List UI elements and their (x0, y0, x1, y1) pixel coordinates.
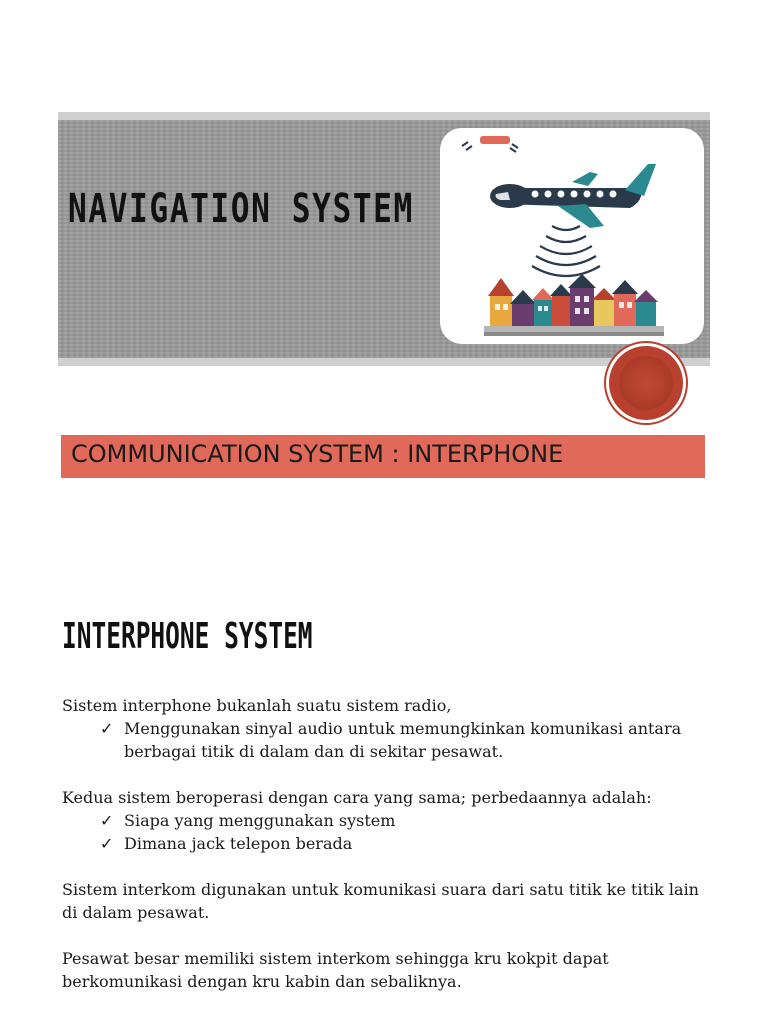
list-item (100, 809, 702, 832)
checklist-1 (62, 717, 702, 763)
paragraph-2: Kedua sistem beroperasi dengan cara yang sama; perbedaannya adalah: (62, 788, 652, 807)
paragraph-3: Sistem interkom digunakan untuk komunikasi suara dari satu titik ke titik lain di dalam pesawat. (62, 880, 699, 922)
radio-waves-icon (532, 226, 600, 276)
airplane-icon (490, 164, 656, 228)
list-item (100, 832, 702, 855)
section-header-label: COMMUNICATION SYSTEM : INTERPHONE (71, 440, 564, 468)
page-title: NAVIGATION SYSTEM (68, 186, 414, 232)
check-icon: ✓ (100, 719, 114, 738)
list-item (100, 717, 702, 763)
paragraph-1: Sistem interphone bukanlah suatu sistem radio, (62, 696, 452, 715)
airplane-illustration (440, 128, 704, 344)
section-header-bar (61, 435, 705, 478)
title-banner (58, 112, 710, 366)
banner-top-strip (58, 112, 710, 120)
content-body (62, 694, 702, 993)
content-heading: INTERPHONE SYSTEM (62, 616, 313, 657)
list-item-text: Siapa yang menggunakan system (124, 811, 396, 830)
check-icon: ✓ (100, 834, 114, 853)
signal-tag-icon (480, 136, 510, 144)
signal-left-icon (462, 142, 472, 150)
check-icon: ✓ (100, 811, 114, 830)
town-icon (484, 274, 664, 336)
checklist-2 (62, 809, 702, 855)
banner-bottom-strip (58, 358, 710, 366)
list-item-text: Menggunakan sinyal audio untuk memungkinkan komunikasi antara berbagai titik di dalam dan di sekitar pesawat. (124, 719, 682, 761)
airplane-radio-town-icon (440, 128, 704, 344)
signal-right-icon (510, 144, 518, 152)
decorative-circle-badge (609, 346, 683, 420)
list-item-text: Dimana jack telepon berada (124, 834, 353, 853)
paragraph-4: Pesawat besar memiliki sistem interkom sehingga kru kokpit dapat berkomunikasi dengan kru kabin dan sebaliknya. (62, 949, 609, 991)
